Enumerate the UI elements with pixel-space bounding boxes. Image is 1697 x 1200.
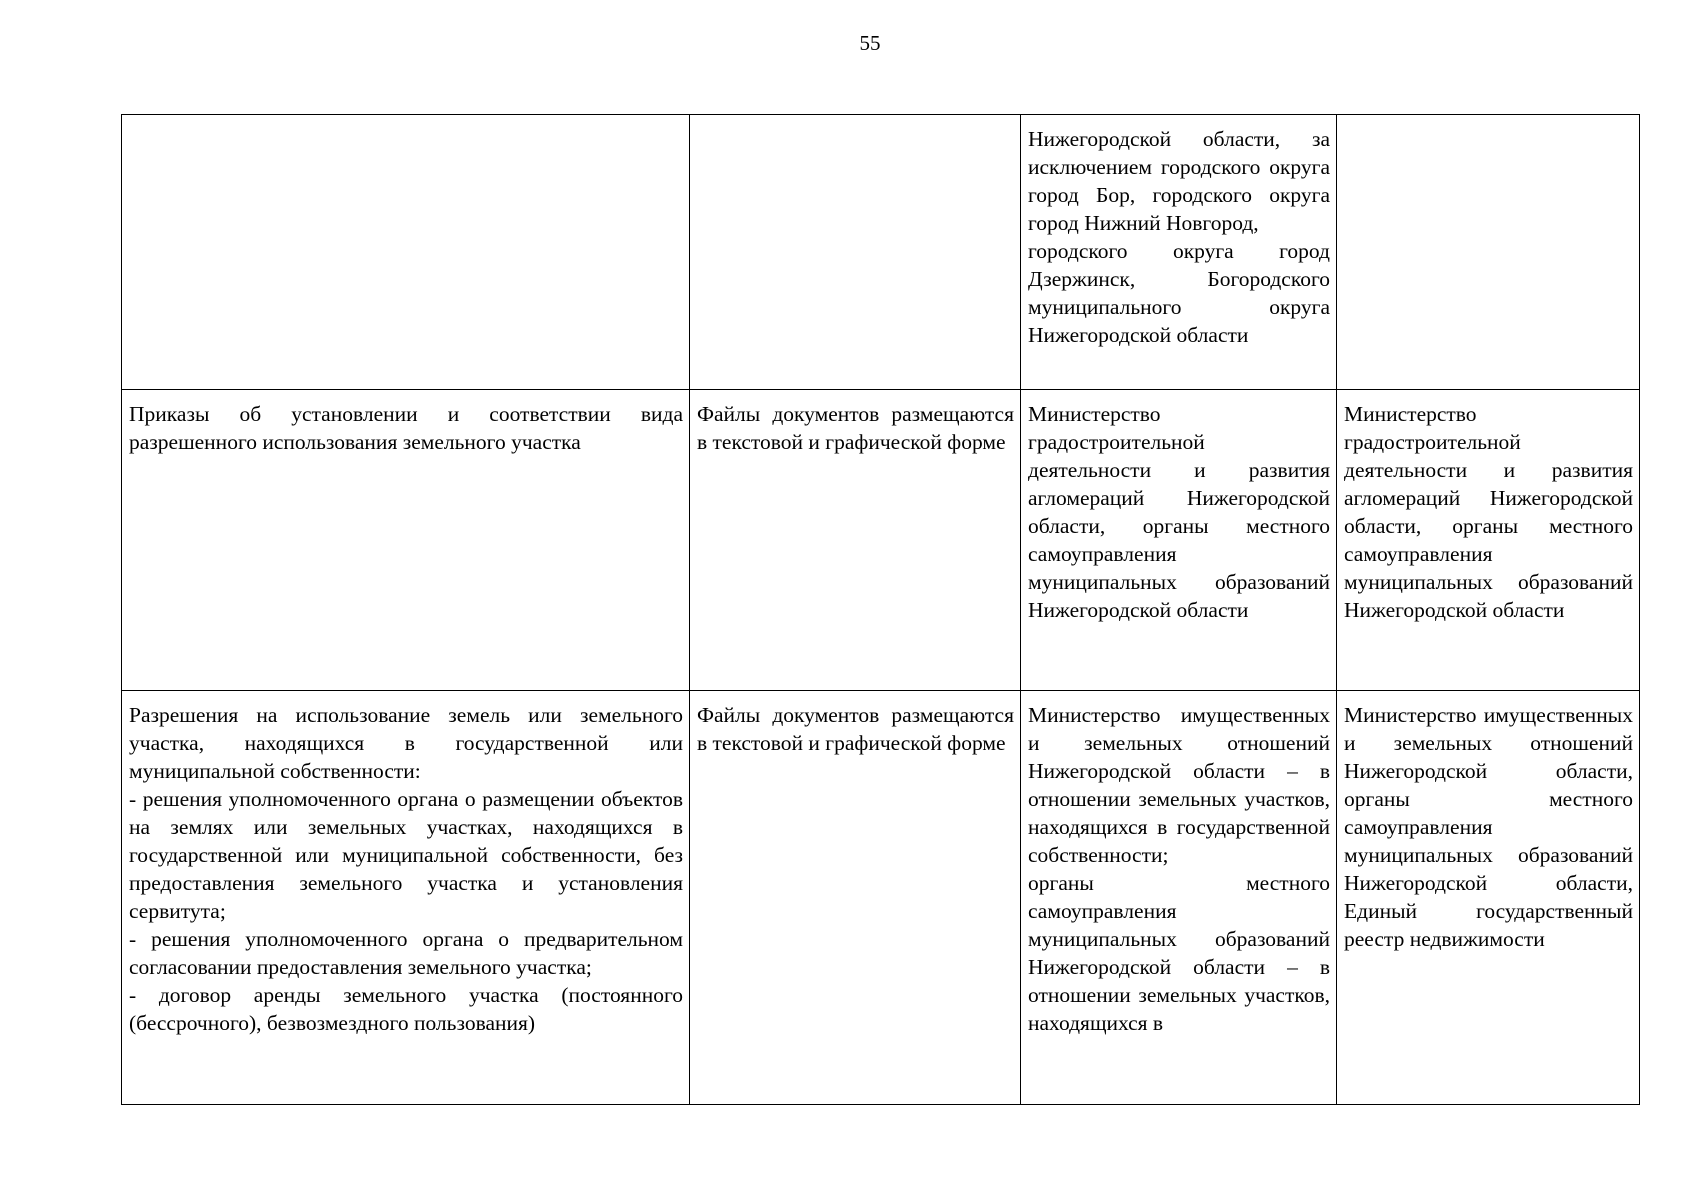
- cell-paragraph: Файлы документов размещаются в текстовой и графической форме: [697, 402, 1014, 454]
- cell-format: [690, 115, 1021, 390]
- cell-paragraph: Министерство градостроительной деятельности и развития агломераций Нижегородской области, органы местного самоуправления муниципальных образований Нижегородской области: [1344, 402, 1633, 622]
- cell-paragraph: Файлы документов размещаются в текстовой и графической форме: [697, 703, 1014, 755]
- cell-paragraph: Разрешения на использование земель или земельного участка, находящихся в государственной или муниципальной собственности:: [129, 703, 683, 783]
- cell-paragraph: Приказы об установлении и соответствии вида разрешенного использования земельного участка: [129, 402, 683, 454]
- cell-document-type: [122, 390, 690, 691]
- cell-paragraph: органы местного самоуправления муниципальных образований Нижегородской области – в отношении земельных участков, находящихся в: [1028, 871, 1330, 1035]
- document-table: [121, 114, 1640, 1105]
- cell-provider: [1021, 115, 1337, 390]
- table-row: [122, 115, 1640, 390]
- cell-source: [1337, 390, 1640, 691]
- table-row: [122, 390, 1640, 691]
- cell-source: [1337, 115, 1640, 390]
- cell-source: [1337, 691, 1640, 1105]
- cell-paragraph: Министерство имущественных и земельных отношений Нижегородской области, органы местного самоуправления муниципальных образований Нижегородской области, Единый государственный реестр недвижимости: [1344, 703, 1633, 951]
- page-number: 55: [859, 31, 881, 55]
- cell-paragraph: Нижегородской области, за исключением городского округа город Бор, городского округа город Нижний Новгород,: [1028, 127, 1330, 235]
- cell-format: [690, 691, 1021, 1105]
- cell-document-type: [122, 691, 690, 1105]
- cell-paragraph: Министерство градостроительной деятельности и развития агломераций Нижегородской области, органы местного самоуправления муниципальных образований Нижегородской области: [1028, 402, 1330, 622]
- cell-paragraph: - договор аренды земельного участка (постоянного (бессрочного), безвозмездного пользования): [129, 983, 683, 1035]
- cell-paragraph: городского округа город Дзержинск, Богородского муниципального округа Нижегородской области: [1028, 239, 1330, 347]
- table-row: [122, 691, 1640, 1105]
- cell-document-type: [122, 115, 690, 390]
- cell-paragraph: Министерство имущественных и земельных отношений Нижегородской области – в отношении земельных участков, находящихся в государственной собственности;: [1028, 703, 1330, 867]
- cell-paragraph: - решения уполномоченного органа о предварительном согласовании предоставления земельного участка;: [129, 927, 683, 979]
- cell-provider: [1021, 691, 1337, 1105]
- cell-provider: [1021, 390, 1337, 691]
- cell-format: [690, 390, 1021, 691]
- cell-paragraph: - решения уполномоченного органа о размещении объектов на землях или земельных участках, находящихся в государственной или муниципальной собственности, без предоставления земельного участка и установления сервитута;: [129, 787, 683, 923]
